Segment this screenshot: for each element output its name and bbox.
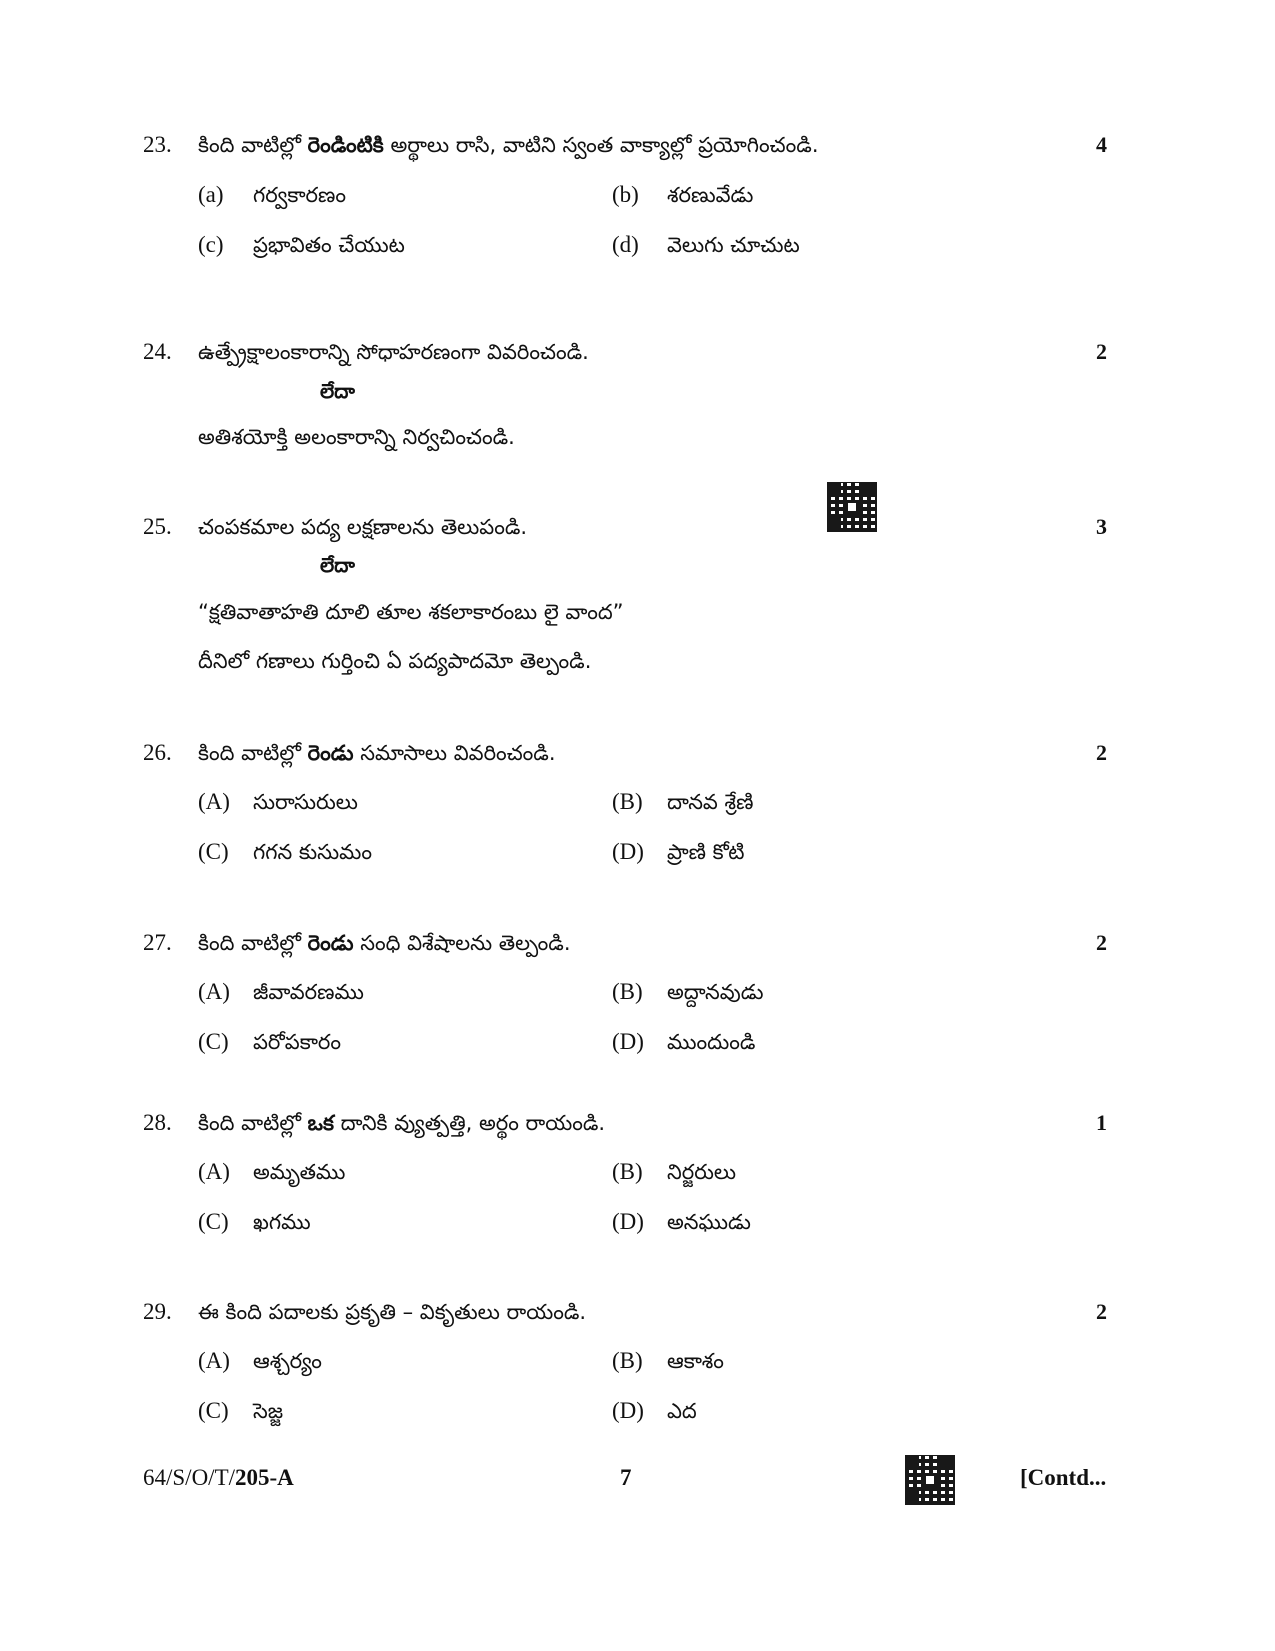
question-marks: 2 — [1096, 339, 1107, 364]
option-27-b: (B) అద్దానవుడు — [612, 979, 764, 1004]
question-text: ఈ కింది పదాలకు ప్రకృతి – వికృతులు రాయండి. — [198, 1300, 587, 1324]
option-27-c: (C) పరోపకారం — [198, 1029, 342, 1054]
question-number: 27. — [143, 930, 172, 955]
alternative-question: అతిశయోక్తి అలంకారాన్ని నిర్వచించండి. — [198, 425, 515, 449]
option-28-d: (D) అనఘుడు — [612, 1209, 751, 1234]
option-29-d: (D) ఎద — [612, 1398, 697, 1423]
continued-label: [Contd... — [1020, 1465, 1107, 1490]
question-marks: 2 — [1096, 930, 1107, 955]
question-text: కింది వాటిల్లో రెండింటికి అర్థాలు రాసి, వాటిని స్వంత వాక్యాల్లో ప్రయోగించండి. — [198, 133, 819, 157]
question-marks: 4 — [1096, 132, 1107, 157]
option-27-a: (A) జీవావరణము — [198, 979, 364, 1004]
paper-code: 64/S/O/T/205-A — [143, 1465, 294, 1490]
option-23-d: (d) వెలుగు చూచుట — [612, 232, 800, 257]
question-marks: 1 — [1096, 1110, 1107, 1135]
question-marks: 3 — [1096, 514, 1107, 539]
option-28-b: (B) నిర్జరులు — [612, 1159, 737, 1184]
question-text: కింది వాటిల్లో ఒక దానికి వ్యుత్పత్తి, అర్థం రాయండి. — [198, 1111, 606, 1135]
question-number: 25. — [143, 514, 172, 539]
qr-code-image — [905, 1455, 955, 1505]
question-number: 23. — [143, 132, 172, 157]
option-26-c: (C) గగన కుసుమం — [198, 839, 373, 864]
option-29-b: (B) ఆకాశం — [612, 1348, 724, 1373]
question-number: 28. — [143, 1110, 172, 1135]
question-marks: 2 — [1096, 1299, 1107, 1324]
option-23-a: (a) గర్వకారణం — [198, 182, 346, 207]
option-29-a: (A) ఆశ్చర్యం — [198, 1348, 322, 1373]
qr-code-image — [827, 482, 877, 532]
question-number: 29. — [143, 1299, 172, 1324]
option-26-a: (A) సురాసురులు — [198, 789, 358, 814]
or-label: లేదా — [320, 379, 355, 403]
alternative-question: దీనిలో గణాలు గుర్తించి ఏ పద్యపాదమో తెల్పండి. — [198, 649, 592, 673]
alternative-verse: “క్షతివాతాహతి దూలి తూల శకలాకారంబు లై వాంద” — [198, 600, 624, 624]
question-number: 26. — [143, 740, 172, 765]
or-label: లేదా — [320, 553, 355, 577]
option-23-b: (b) శరణువేడు — [612, 182, 754, 207]
option-23-c: (c) ప్రభావితం చేయుట — [198, 232, 405, 257]
question-text: ఉత్ప్రేక్షాలంకారాన్ని సోధాహరణంగా వివరించండి. — [198, 340, 589, 364]
option-27-d: (D) ముందుండి — [612, 1029, 756, 1054]
option-28-c: (C) ఖగము — [198, 1209, 311, 1234]
question-text: చంపకమాల పద్య లక్షణాలను తెలుపండి. — [198, 515, 528, 539]
option-28-a: (A) అమృతము — [198, 1159, 346, 1184]
question-text: కింది వాటిల్లో రెండు సమాసాలు వివరించండి. — [198, 741, 556, 765]
option-26-b: (B) దానవ శ్రేణి — [612, 789, 754, 814]
page-number: 7 — [620, 1465, 632, 1490]
option-26-d: (D) ప్రాణి కోటి — [612, 839, 745, 864]
option-29-c: (C) సెజ్జ — [198, 1398, 284, 1423]
question-marks: 2 — [1096, 740, 1107, 765]
question-number: 24. — [143, 339, 172, 364]
question-text: కింది వాటిల్లో రెండు సంధి విశేషాలను తెల్పండి. — [198, 931, 571, 955]
